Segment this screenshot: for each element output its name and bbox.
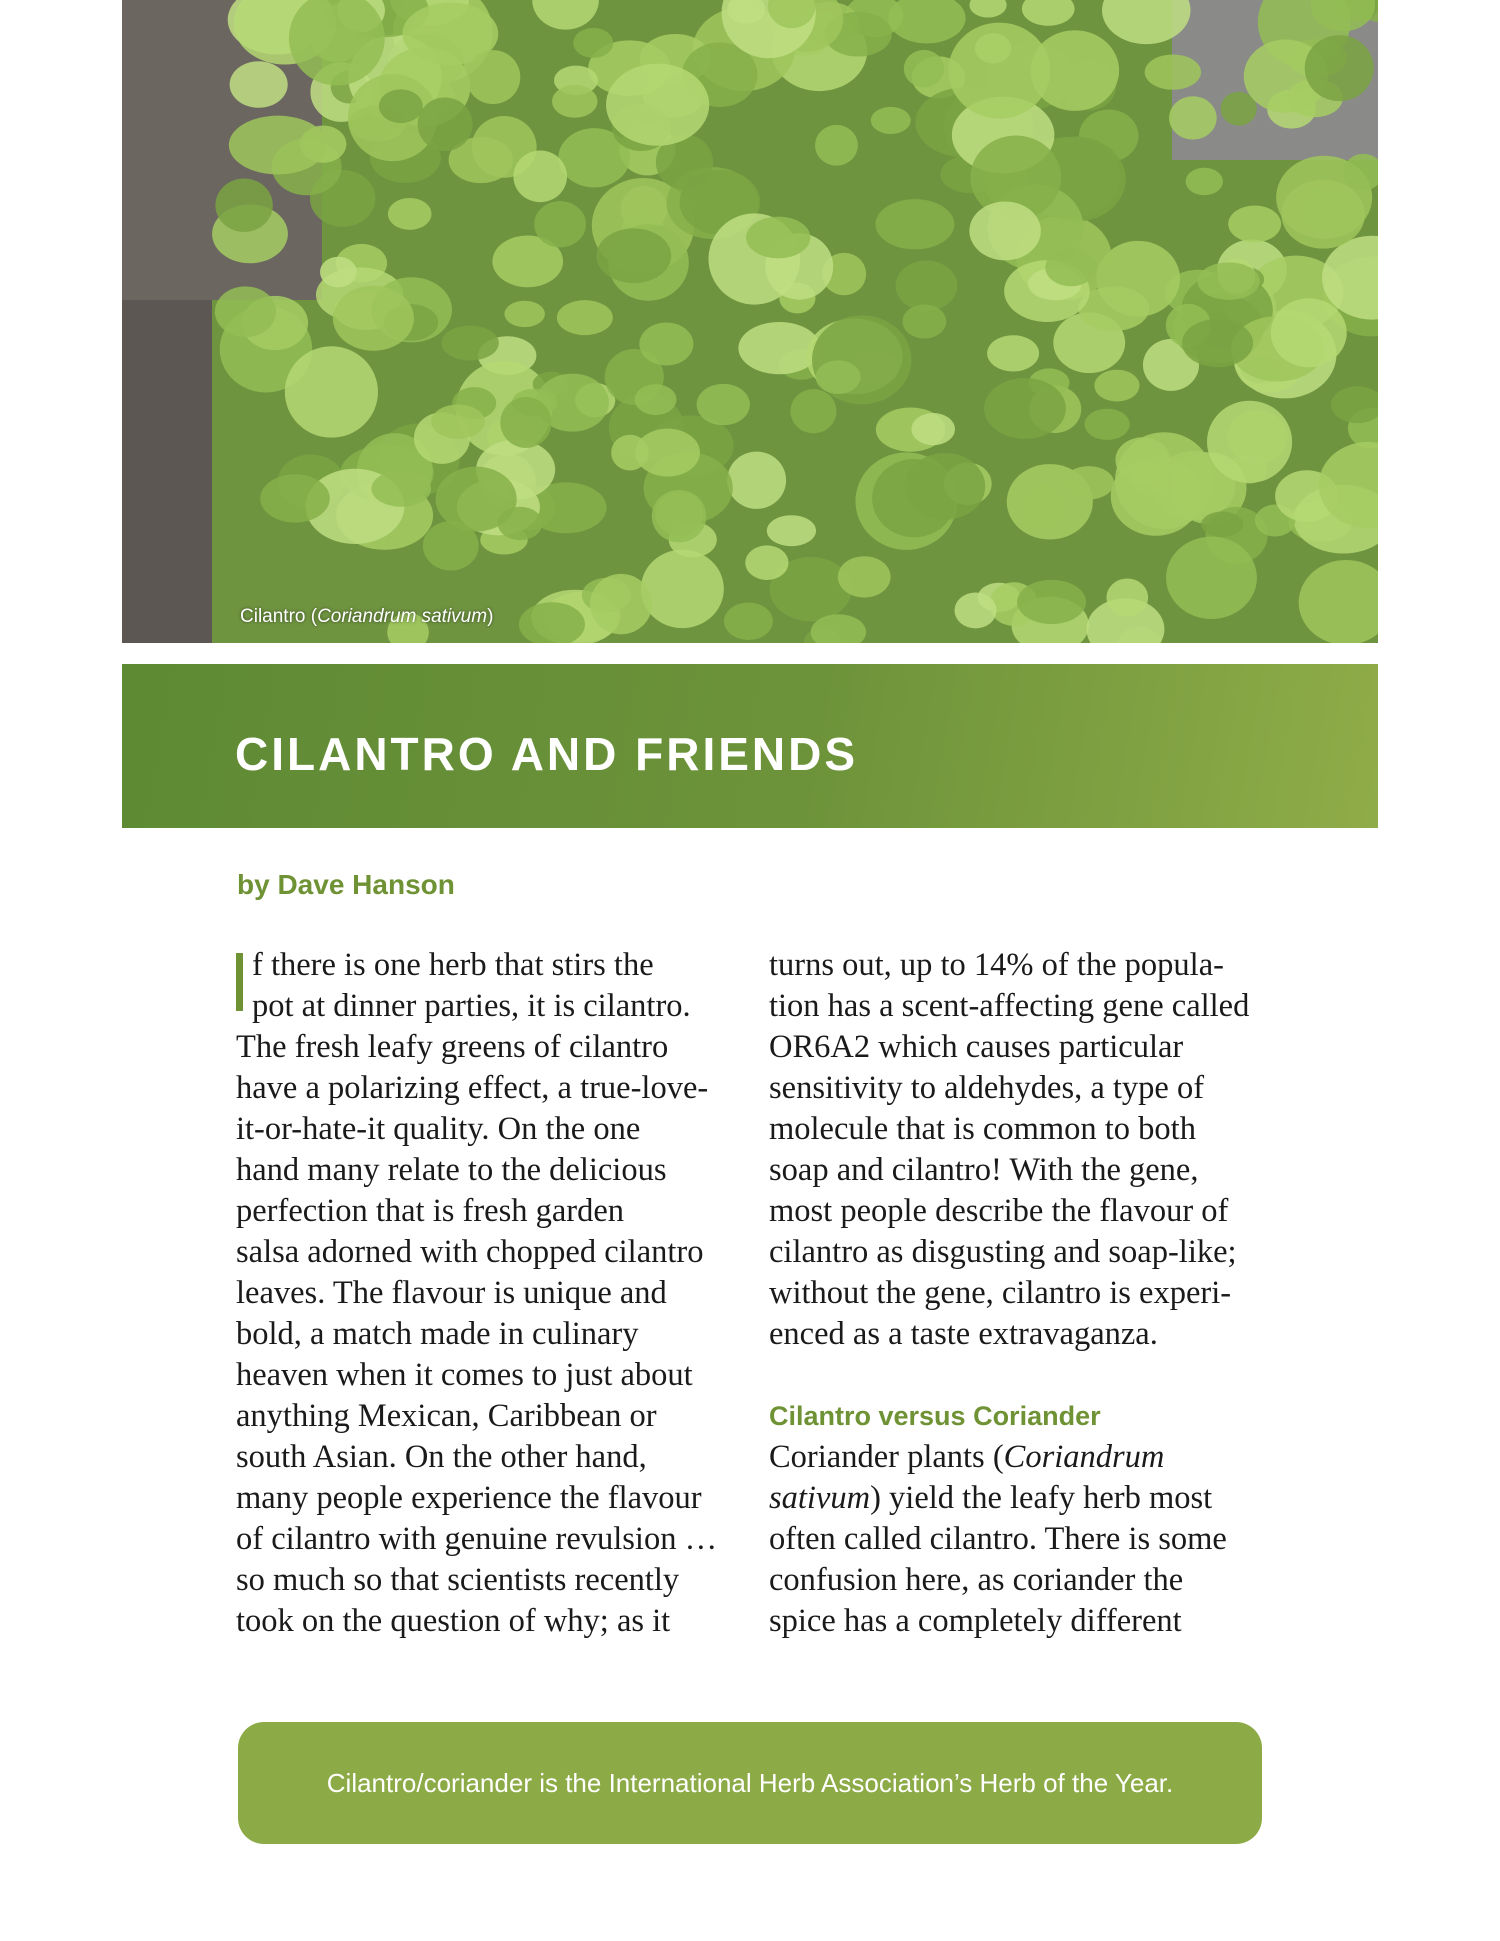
leaf-shape (1017, 484, 1067, 533)
leaf-shape (500, 397, 551, 448)
leaf-shape (1106, 578, 1148, 616)
section-subhead: Cilantro versus Coriander (769, 1401, 1101, 1431)
text-line: hand many relate to the delicious (236, 1152, 667, 1188)
leaf-shape (697, 384, 750, 425)
leaf-shape (229, 116, 327, 175)
text-line: salsa adorned with chopped cilantro (236, 1234, 704, 1270)
cilantro-photo (122, 0, 1378, 643)
leaf-shape (1182, 319, 1253, 367)
dropcap-bar (236, 953, 243, 1011)
herb-of-year-callout (238, 1722, 1262, 1844)
leaf-shape (871, 107, 911, 134)
leaf-shape (606, 64, 709, 146)
leaf-shape (1228, 205, 1281, 242)
text-line: tion has a scent-affecting gene called (769, 988, 1250, 1024)
leaf-shape (1169, 96, 1217, 139)
text-line: Coriander plants (Coriandrum (769, 1439, 1165, 1475)
leaf-shape (815, 125, 858, 166)
leaf-shape (905, 453, 985, 520)
leaf-shape (1085, 409, 1130, 440)
text-line: leaves. The flavour is unique and (236, 1275, 667, 1311)
leaf-shape (215, 179, 272, 232)
leaf-shape (948, 23, 1050, 119)
text-line: bold, a match made in culinary (236, 1316, 639, 1352)
leaf-shape (230, 61, 288, 108)
leaf-shape (1145, 54, 1201, 89)
text-line: many people experience the flavour (236, 1480, 702, 1516)
leaf-shape (838, 556, 891, 597)
leaf-shape (746, 217, 810, 259)
title-banner (122, 664, 1378, 828)
article-column-2 (769, 945, 1269, 1642)
text-line: anything Mexican, Caribbean or (236, 1398, 657, 1434)
leaf-shape (911, 413, 955, 445)
leaf-shape (573, 28, 613, 58)
leaf-shape (987, 335, 1039, 371)
leaf-shape (745, 545, 788, 580)
article-title: CILANTRO AND FRIENDS (235, 728, 859, 780)
column-1-body (236, 1027, 736, 1642)
leaf-shape (379, 89, 423, 123)
byline: by Dave Hanson (237, 869, 455, 900)
text-line: enced as a taste extravaganza. (769, 1316, 1158, 1352)
leaf-shape (639, 323, 693, 366)
leaf-shape (767, 515, 816, 546)
leaf-shape (333, 286, 414, 351)
text-line: took on the question of why; as it (236, 1603, 671, 1639)
leaf-shape (1045, 249, 1096, 287)
text-line: sensitivity to aldehydes, a type of (769, 1070, 1205, 1106)
leaf-shape (1094, 370, 1139, 402)
leaf-shape (1281, 180, 1365, 249)
leaf-shape (635, 429, 700, 477)
leaf-shape (596, 228, 671, 283)
leaf-shape (441, 326, 498, 361)
leaf-shape (1186, 168, 1223, 195)
dropcap-line-2: pot at dinner parties, it is cilantro. (252, 988, 691, 1024)
text-line: confusion here, as coriander the (769, 1562, 1184, 1598)
text-line: so much so that scientists recently (236, 1562, 680, 1598)
leaf-shape (388, 198, 432, 230)
cilantro-photo-image (122, 0, 1378, 643)
leaf-shape (727, 452, 786, 509)
text-line: cilantro as disgusting and soap-like; (769, 1234, 1237, 1270)
leaf-shape (1201, 512, 1243, 538)
leaf-shape (498, 507, 543, 540)
leaf-shape (635, 384, 677, 415)
leaf-shape (1271, 298, 1347, 367)
text-line: often called cilantro. There is some (769, 1521, 1227, 1557)
leaf-shape (431, 404, 485, 439)
leaf-shape (504, 301, 545, 327)
text-line: without the gene, cilantro is experi- (769, 1275, 1232, 1311)
leaf-shape (816, 360, 861, 394)
leaf-shape (641, 550, 724, 629)
leaf-shape (896, 261, 958, 311)
text-line: of cilantro with genuine revulsion … (236, 1521, 718, 1557)
leaf-shape (534, 201, 586, 247)
leaf-shape (969, 202, 1041, 261)
leaf-shape (552, 85, 598, 118)
leaf-shape (1207, 401, 1292, 483)
text-line: molecule that is common to both (769, 1111, 1196, 1147)
leaf-shape (1166, 537, 1257, 619)
text-line: turns out, up to 14% of the popula- (769, 947, 1224, 983)
leaf-shape (215, 286, 276, 337)
leaf-shape (724, 602, 773, 640)
leaf-shape (984, 378, 1066, 439)
leaf-shape (1017, 580, 1086, 624)
text-line: heaven when it comes to just about (236, 1357, 693, 1393)
leaf-shape (285, 346, 378, 437)
text-line: have a polarizing effect, a true-love- (236, 1070, 709, 1106)
text-line: spice has a completely different (769, 1603, 1182, 1639)
dropcap-line-1: f there is one herb that stirs the (236, 945, 736, 986)
leaf-shape (954, 593, 996, 629)
text-line: perfection that is fresh garden (236, 1193, 625, 1229)
leaf-shape (466, 50, 520, 104)
text-line: south Asian. On the other hand, (236, 1439, 647, 1475)
leaf-shape (418, 98, 473, 151)
leaf-shape (260, 474, 330, 522)
text-line: it-or-hate-it quality. On the one (236, 1111, 641, 1147)
callout-text: Cilantro/coriander is the International Herb Association’s Herb of the Year. (326, 1767, 1174, 1798)
photo-caption: Cilantro (Coriandrum sativum) (240, 606, 494, 627)
text-line: The fresh leafy greens of cilantro (236, 1029, 669, 1065)
text-line: soap and cilantro! With the gene, (769, 1152, 1199, 1188)
leaf-shape (557, 300, 613, 335)
leaf-shape (1130, 462, 1168, 495)
leaf-shape (320, 257, 357, 288)
leaf-shape (1063, 466, 1114, 499)
leaf-shape (1197, 262, 1259, 300)
leaf-shape (513, 151, 567, 203)
leaf-shape (902, 304, 946, 338)
leaf-shape (1305, 35, 1374, 101)
article-column-1 (236, 945, 736, 1642)
text-line: most people describe the flavour of (769, 1193, 1229, 1229)
leaf-shape (371, 471, 431, 507)
text-line: OR6A2 which causes particular (769, 1029, 1184, 1065)
leaf-shape (790, 389, 836, 433)
text-line: sativum) yield the leafy herb most (769, 1480, 1213, 1516)
leaf-shape (875, 199, 954, 249)
leaf-shape (590, 574, 652, 634)
leaf-shape (904, 50, 944, 87)
leaf-shape (652, 490, 707, 543)
